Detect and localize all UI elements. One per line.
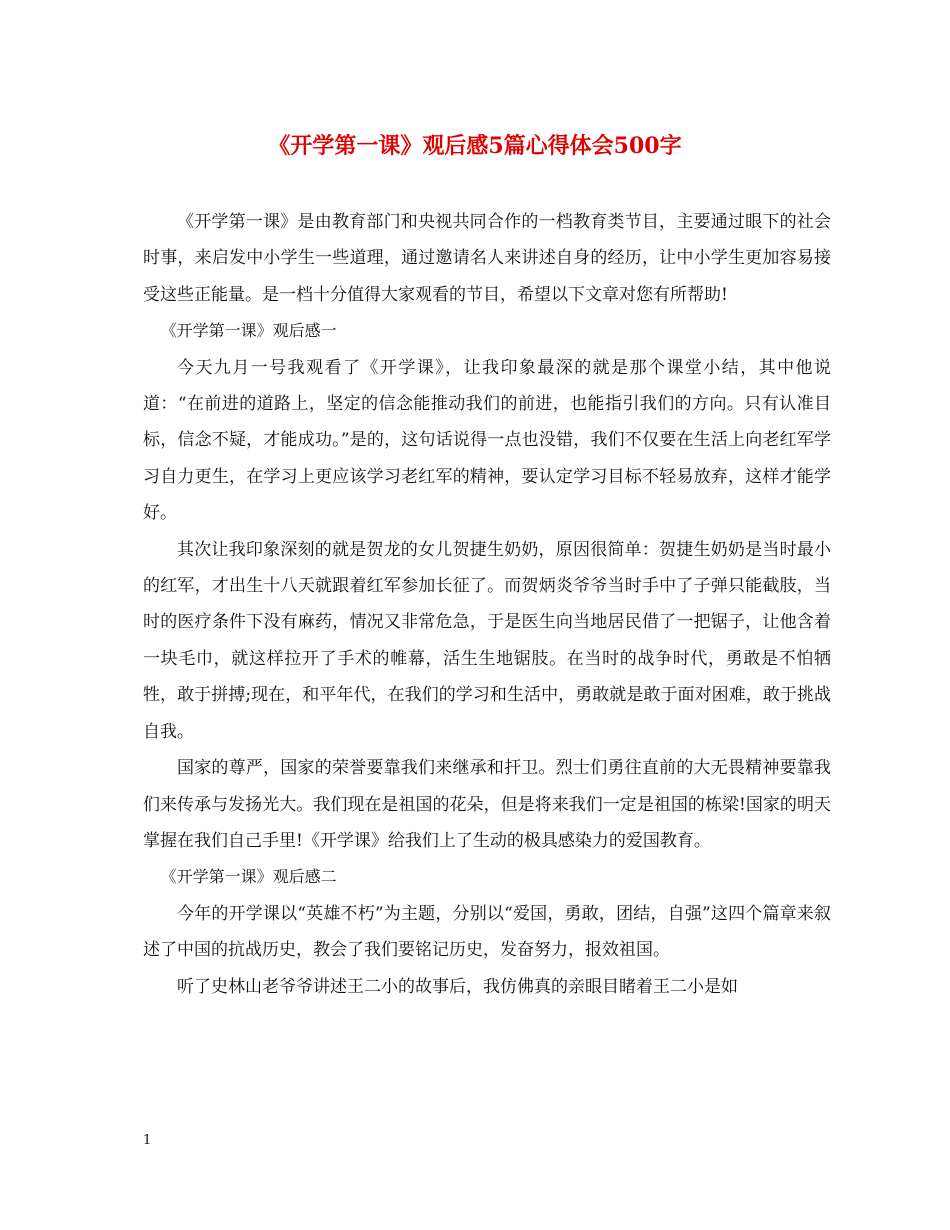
body-paragraph: 其次让我印象深刻的就是贺龙的女儿贺捷生奶奶，原因很简单：贺捷生奶奶是当时最小的红军，才出生十八天就跟着红军参加长征了。而贺炳炎爷爷当时手中了子弹只能截肢，当时的医疗条件下没有麻药，情况又非常危急，于是医生向当地居民借了一把锯子，让他含着一块毛巾，就这样拉开了手术的帷幕，活生生地锯肢。在当时的战争时代，勇敢是不怕牺牲，敢于拼搏;现在，和平年代，在我们的学习和生活中，勇敢就是敢于面对困难，敢于挑战自我。: [143, 539, 831, 742]
intro-paragraph: 《开学第一课》是由教育部门和央视共同合作的一档教育类节目，主要通过眼下的社会时事，来启发中小学生一些道理，通过邀请名人来讲述自身的经历，让中小学生更加容易接受这些正能量。是一档十分值得大家观看的节目，希望以下文章对您有所帮助!: [143, 212, 831, 305]
document-body: [143, 204, 831, 1005]
section-heading-2: 《开学第一课》观后感二: [160, 867, 337, 887]
body-paragraph: 听了史林山老爷爷讲述王二小的故事后，我仿佛真的亲眼目睹着王二小是如: [177, 976, 738, 997]
body-paragraph: 今天九月一号我观看了《开学课》，让我印象最深的就是那个课堂小结，其中他说道：“在前进的道路上，坚定的信念能推动我们的前进，也能指引我们的方向。只有认准目标，信念不疑，才能成功。”是的，这句话说得一点也没错，我们不仅要在生活上向老红军学习自力更生，在学习上更应该学习老红军的精神，要认定学习目标不轻易放弃，这样才能学好。: [143, 357, 831, 524]
body-paragraph: 国家的尊严，国家的荣誉要靠我们来继承和扞卫。烈士们勇往直前的大无畏精神要靠我们来传承与发扬光大。我们现在是祖国的花朵，但是将来我们一定是祖国的栋梁!国家的明天掌握在我们自己手里!《开学课》给我们上了生动的极具感染力的爱国教育。: [143, 758, 831, 851]
document-title: 《开学第一课》观后感5篇心得体会500字: [268, 133, 682, 159]
body-paragraph: 今年的开学课以“英雄不朽”为主题，分别以“爱国，勇敢，团结，自强”这四个篇章来叙述了中国的抗战历史，教会了我们要铭记历史，发奋努力，报效祖国。: [143, 903, 831, 961]
section-heading-1: 《开学第一课》观后感一: [160, 321, 337, 341]
page-number: 1: [143, 1133, 152, 1148]
